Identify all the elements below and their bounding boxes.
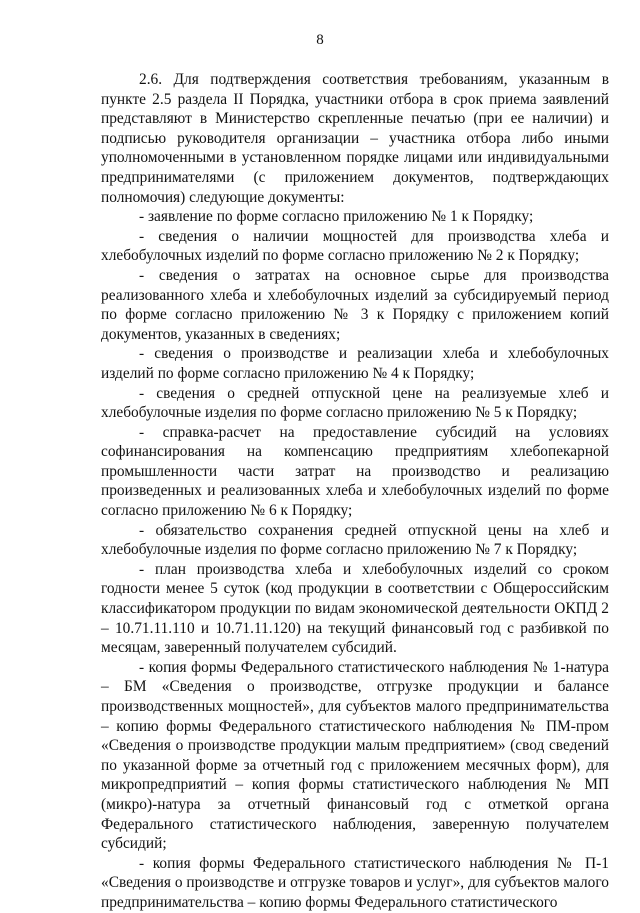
list-item-capacity: - сведения о наличии мощностей для производства хлеба и хлебобулочных изделий по форме согласно приложению № 2 к Порядку;	[101, 227, 609, 265]
list-item-raw-material-costs: - сведения о затратах на основное сырье для производства реализованного хлеба и хлебобулочных изделий за субсидируемый период по форме согласно приложению № 3 к Порядку с приложением копий документов, указанных в сведениях;	[101, 266, 609, 343]
page-number: 8	[316, 32, 324, 48]
document-body	[101, 70, 609, 913]
paragraph-2-6: 2.6. Для подтверждения соответствия требованиям, указанным в пункте 2.5 раздела II Порядка, участники отбора в срок приема заявлений представляют в Министерство скрепленные печатью (при ее наличии) и подписью руководителя организации – участника отбора либо иными уполномоченными в установленном порядке лицами или индивидуальными предпринимателями (с приложением документов, подтверждающих полномочия) следующие документы:	[101, 71, 609, 206]
list-item-production-plan: - план производства хлеба и хлебобулочных изделий со сроком годности менее 5 суток (код продукции в соответствии с Общероссийским классификатором продукции по видам экономической деятельности ОКПД 2 – 10.71.11.110 и 10.71.11.120) на текущий финансовый год с разбивкой по месяцам, заверенный получателем субсидий.	[101, 560, 609, 657]
list-item-average-price: - сведения о средней отпускной цене на реализуемые хлеб и хлебобулочные изделия по форме согласно приложению № 5 к Порядку;	[101, 384, 609, 422]
list-item-production-sales: - сведения о производстве и реализации хлеба и хлебобулочных изделий по форме согласно приложению № 4 к Порядку;	[101, 345, 609, 382]
list-item-form-p-1: - копия формы Федерального статистического наблюдения № П-1 «Сведения о производстве и отгрузке товаров и услуг», для субъектов малого предпринимательства – копию формы Федерального статистического	[101, 854, 609, 911]
list-item-price-obligation: - обязательство сохранения средней отпускной цены на хлеб и хлебобулочные изделия по форме согласно приложению № 7 к Порядку;	[101, 521, 609, 559]
list-item-form-1-natura: - копия формы Федерального статистического наблюдения № 1-натура – БМ «Сведения о производстве, отгрузке продукции и балансе производственных мощностей», для субъектов малого предпринимательства – копию формы Федерального статистического наблюдения № ПМ-пром «Сведения о производстве продукции малым предприятием» (свод сведений по указанной форме за отчетный год с приложением месячных форм), для микропредприятий – копия формы статистического наблюдения № МП (микро)-натура за отчетный финансовый год с отметкой органа Федерального статистического наблюдения, заверенную получателем субсидий;	[101, 658, 609, 853]
list-item-application: - заявление по форме согласно приложению № 1 к Порядку;	[139, 208, 534, 226]
list-item-calculation: - справка-расчет на предоставление субсидий на условиях софинансирования на компенсацию предприятиям хлебопекарной промышленности части затрат на производство и реализацию произведенных и реализованных хлеба и хлебобулочных изделий по форме согласно приложению № 6 к Порядку;	[101, 423, 609, 520]
